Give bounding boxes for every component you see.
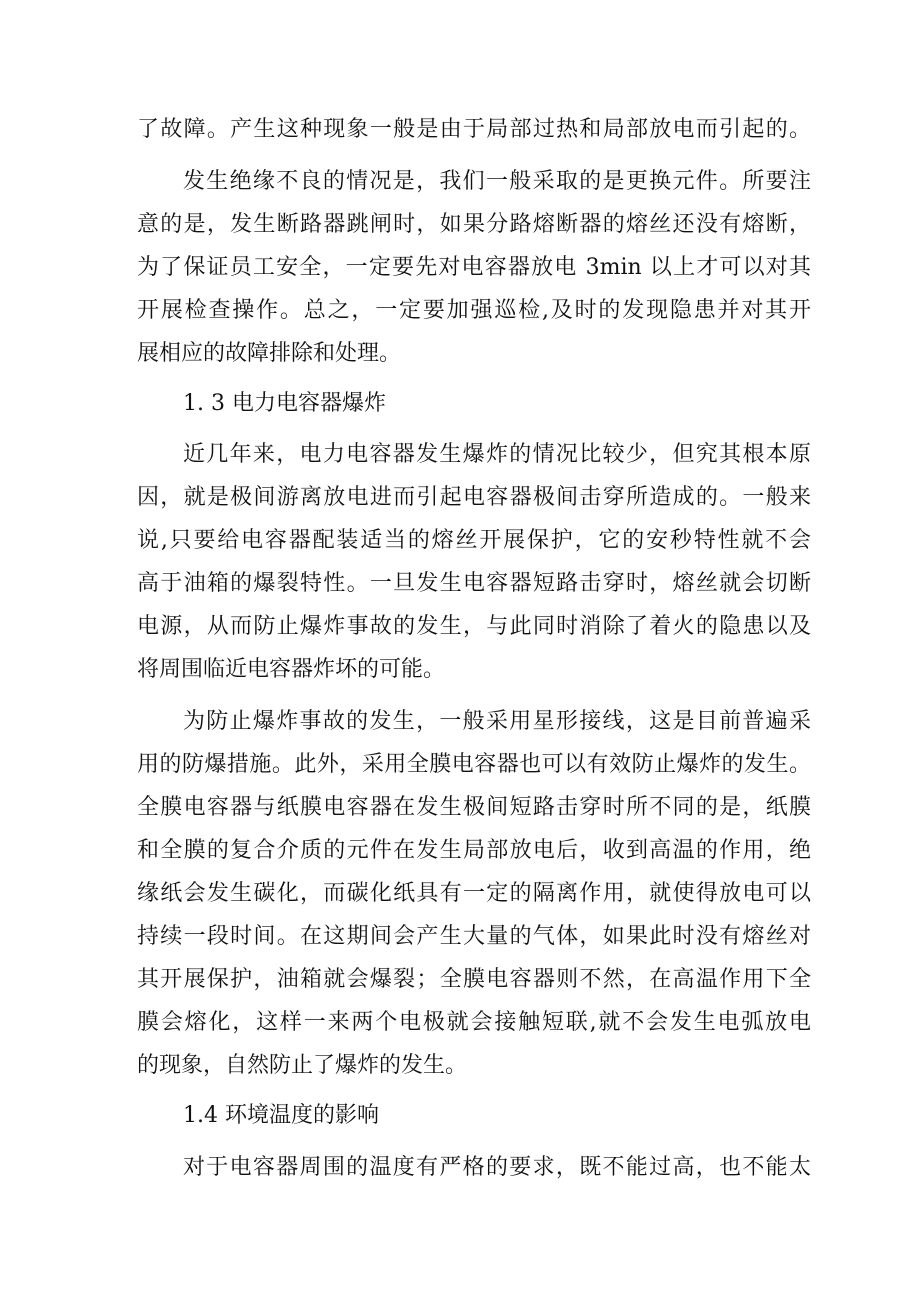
text-line: 说,只要给电容器配装适当的熔丝开展保护，它的安秒特性就不会 [137,528,811,553]
text-line: 和全膜的复合介质的元件在发生局部放电后，收到高温的作用，绝 [137,838,811,863]
text-line: 电源，从而防止爆炸事故的发生，与此同时消除了着火的隐患以及 [137,614,811,639]
text-line: 全膜电容器与纸膜电容器在发生极间短路击穿时所不同的是，纸膜 [137,795,811,820]
text-line: 展相应的故障排除和处理。 [137,341,402,366]
text-line: 膜会熔化，这样一来两个电极就会接触短联,就不会发生电弧放电 [137,1010,811,1035]
text-line: 意的是，发生断路器跳闸时，如果分路熔断器的熔丝还没有熔断， [137,212,811,237]
text-line: 因，就是极间游离放电进而引起电容器极间击穿所造成的。一般来 [137,485,811,510]
text-line: 开展检查操作。总之，一定要加强巡检,及时的发现隐患并对其开 [137,298,811,323]
text-line: 为了保证员工安全，一定要先对电容器放电 3min 以上才可以对其 [137,255,811,280]
text-line: 缘纸会发生碳化，而碳化纸具有一定的隔离作用，就使得放电可以 [137,881,811,906]
section-heading: 1.4 环境温度的影响 [183,1103,379,1128]
text-line: 发生绝缘不良的情况是，我们一般采取的是更换元件。所要注 [183,169,811,194]
text-line: 高于油箱的爆裂特性。一旦发生电容器短路击穿时，熔丝就会切断 [137,571,811,596]
text-line: 了故障。产生这种现象一般是由于局部过热和局部放电而引起的。 [137,117,811,142]
text-line: 近几年来，电力电容器发生爆炸的情况比较少，但究其根本原 [183,442,811,467]
section-heading: 1. 3 电力电容器爆炸 [183,391,386,416]
text-line: 对于电容器周围的温度有严格的要求，既不能过高，也不能太 [183,1155,811,1180]
text-line: 其开展保护，油箱就会爆裂；全膜电容器则不然，在高温作用下全 [137,967,811,992]
text-line: 为防止爆炸事故的发生，一般采用星形接线，这是目前普遍采 [183,709,811,734]
text-line: 的现象，自然防止了爆炸的发生。 [137,1053,468,1078]
text-line: 持续一段时间。在这期间会产生大量的气体，如果此时没有熔丝对 [137,924,811,949]
text-line: 将周围临近电容器炸坏的可能。 [137,657,446,682]
text-line: 用的防爆措施。此外，采用全膜电容器也可以有效防止爆炸的发生。 [137,752,811,777]
